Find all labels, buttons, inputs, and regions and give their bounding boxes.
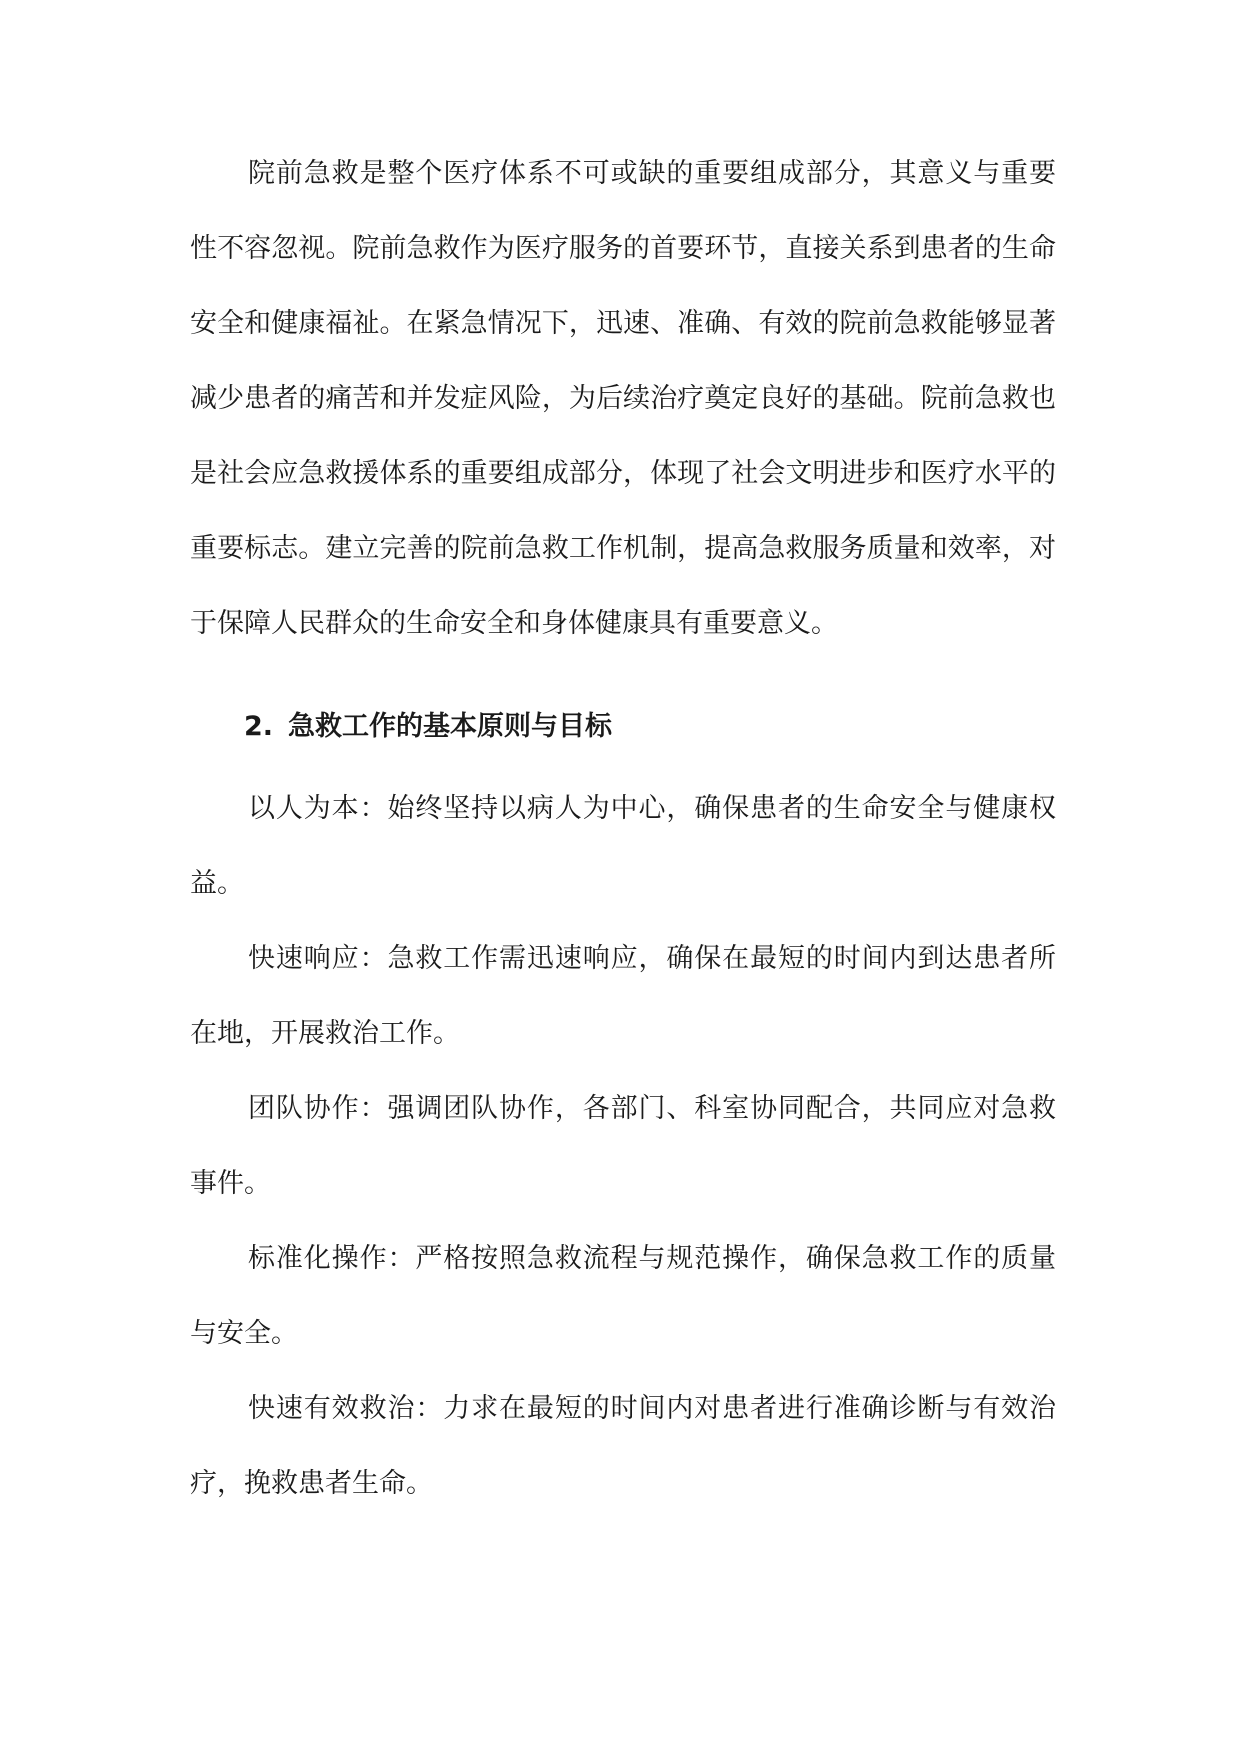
section-heading — [190, 683, 1056, 771]
document-page — [190, 136, 1056, 1521]
section-title: 急救工作的基本原则与目标 — [288, 711, 612, 742]
principle-people-first: 以人为本：始终坚持以病人为中心，确保患者的生命安全与健康权益。 — [190, 793, 1056, 899]
section-number: 2. — [244, 711, 274, 742]
principle-effective-treatment: 快速有效救治：力求在最短的时间内对患者进行准确诊断与有效治疗，挽救患者生命。 — [190, 1393, 1056, 1499]
principle-standardized-operation: 标准化操作：严格按照急救流程与规范操作，确保急救工作的质量与安全。 — [190, 1243, 1056, 1349]
intro-paragraph: 院前急救是整个医疗体系不可或缺的重要组成部分，其意义与重要性不容忽视。院前急救作为医疗服务的首要环节，直接关系到患者的生命安全和健康福祉。在紧急情况下，迅速、准确、有效的院前急救能够显著减少患者的痛苦和并发症风险，为后续治疗奠定良好的基础。院前急救也是社会应急救援体系的重要组成部分，体现了社会文明进步和医疗水平的重要标志。建立完善的院前急救工作机制，提高急救服务质量和效率，对于保障人民群众的生命安全和身体健康具有重要意义。 — [190, 158, 1056, 639]
principle-rapid-response: 快速响应：急救工作需迅速响应，确保在最短的时间内到达患者所在地，开展救治工作。 — [190, 943, 1056, 1049]
principle-teamwork: 团队协作：强调团队协作，各部门、科室协同配合，共同应对急救事件。 — [190, 1093, 1056, 1199]
